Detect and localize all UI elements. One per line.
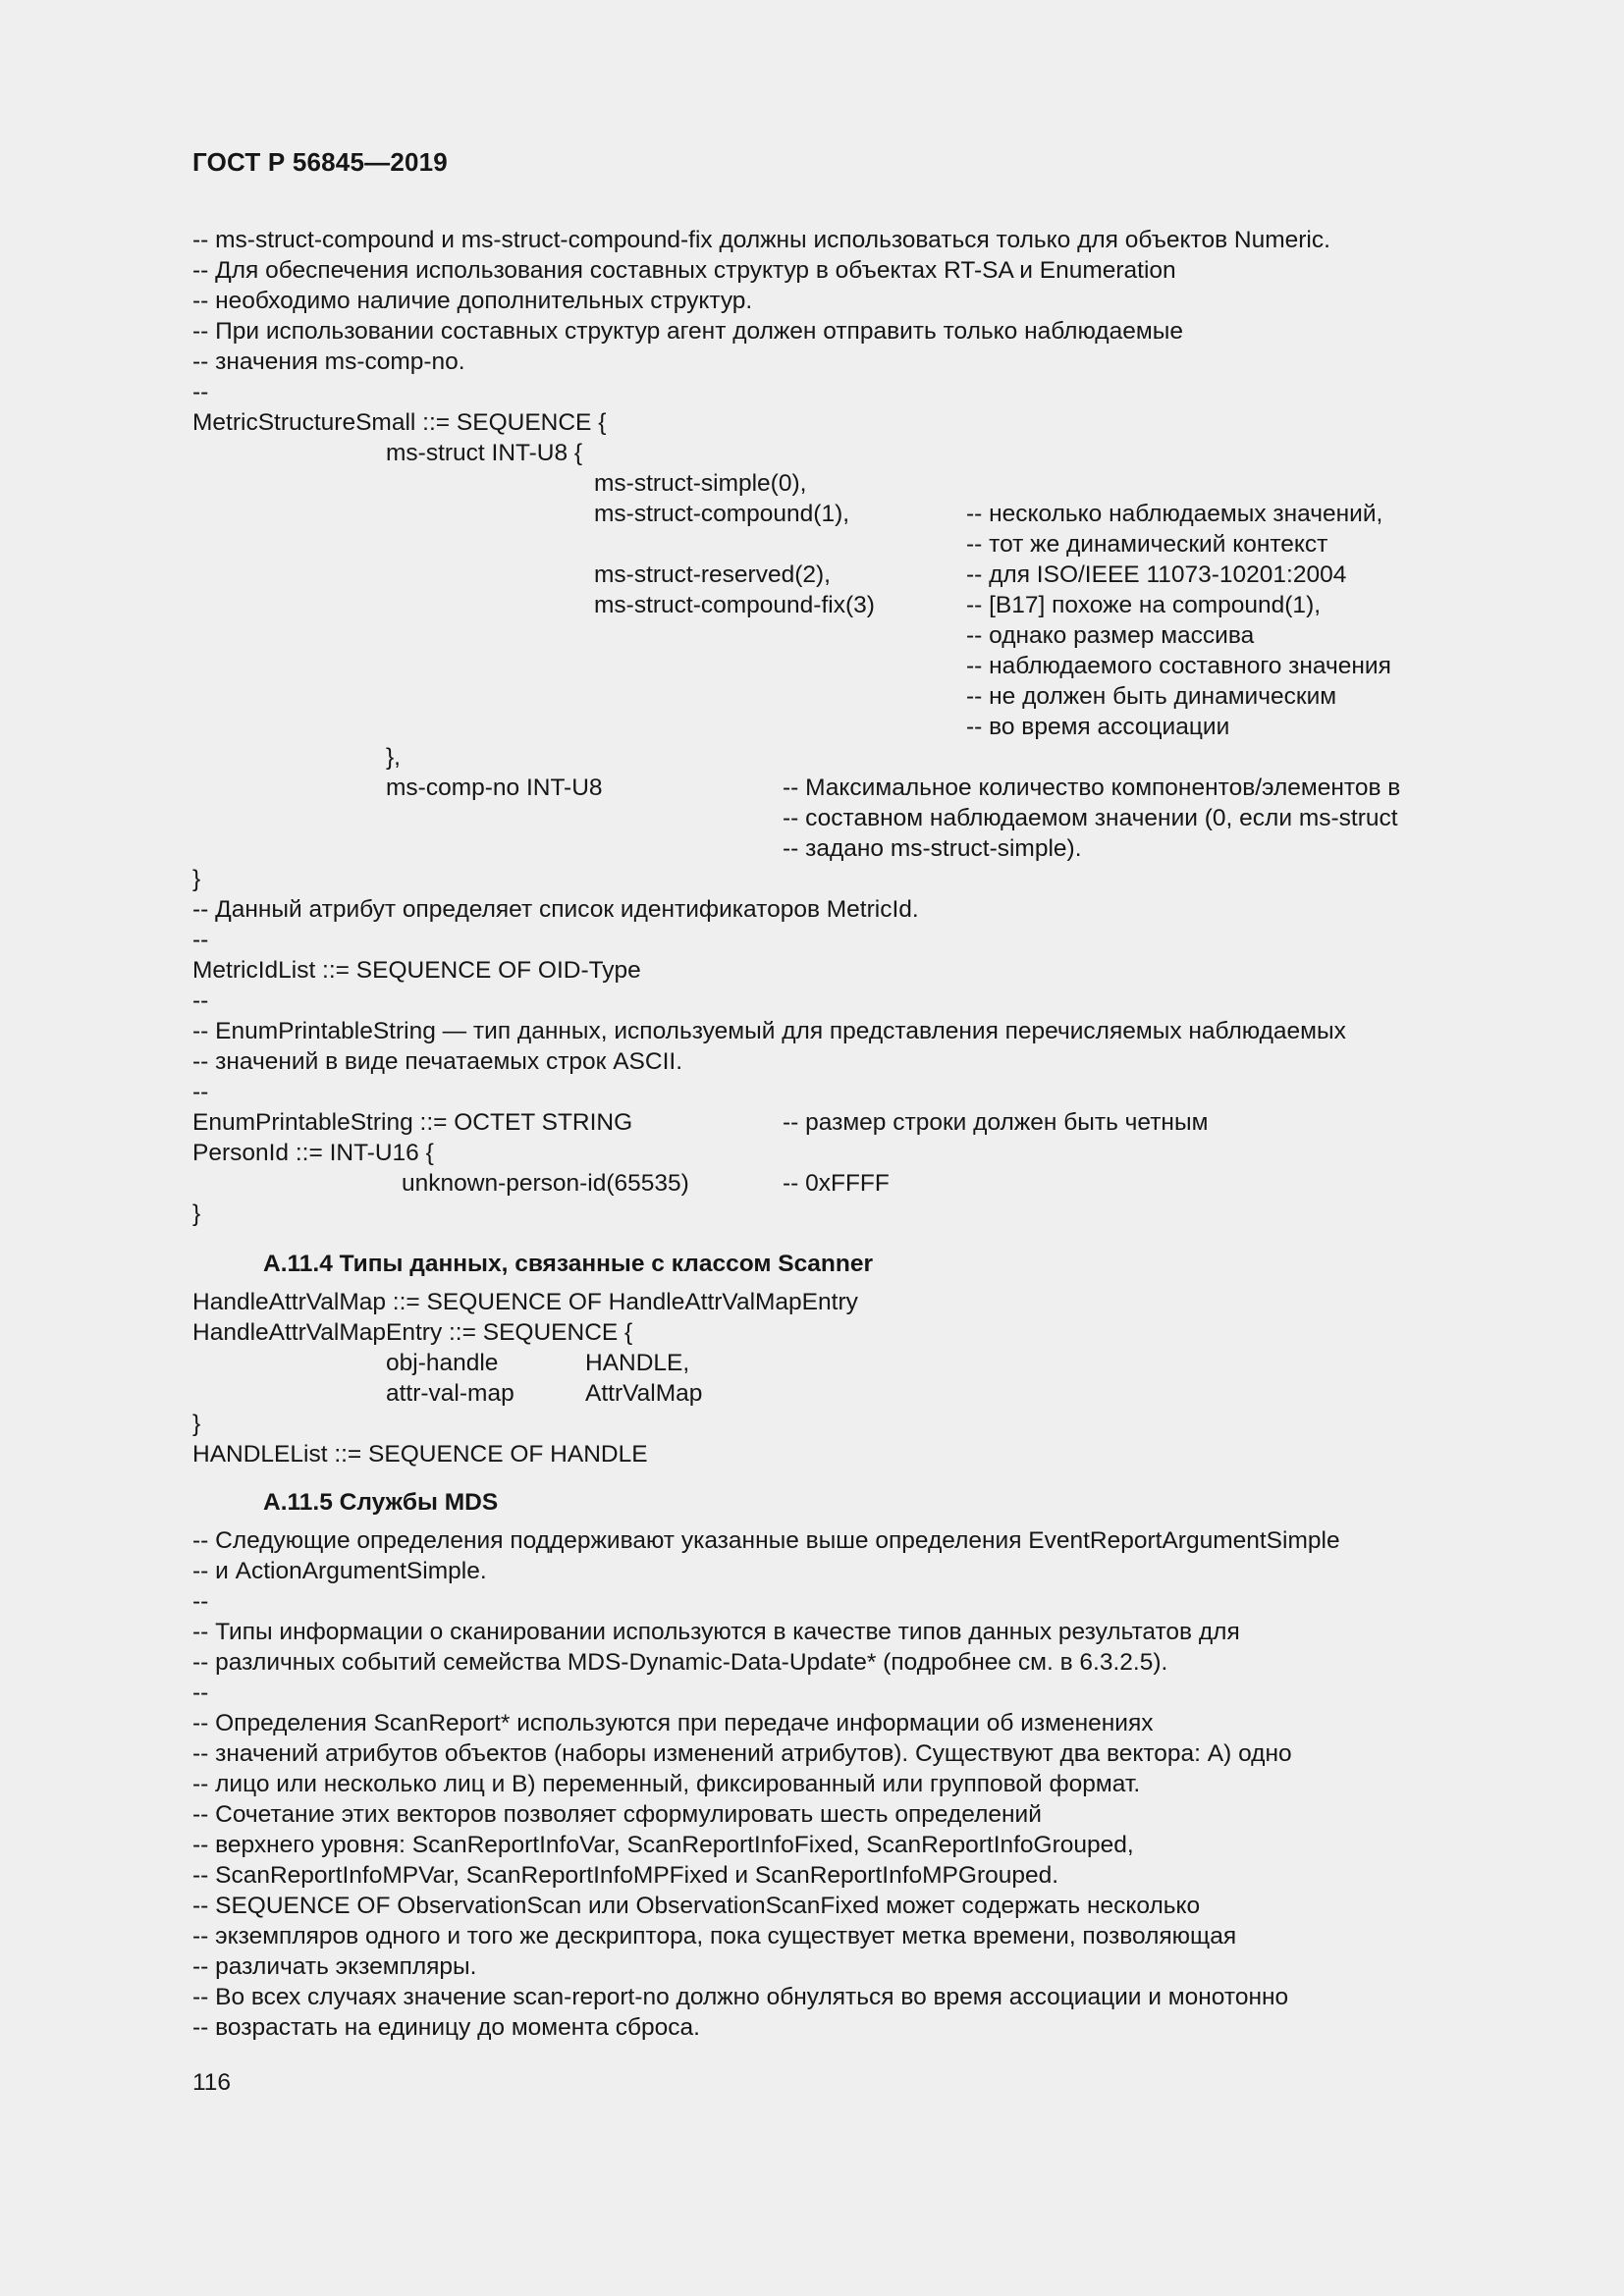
ms-struct-member-comment: -- однако размер массива [966, 622, 1255, 649]
code-comment-line: -- необходимо наличие дополнительных структур. [192, 288, 753, 314]
ms-comp-no-declaration: ms-comp-no INT-U8 [386, 774, 603, 801]
mds-comment-line: -- SEQUENCE OF ObservationScan или ObservationScanFixed может содержать несколько [192, 1893, 1201, 1919]
ms-struct-member-comment: -- [B17] похоже на compound(1), [966, 592, 1322, 618]
entry-close: } [192, 1411, 201, 1437]
ms-struct-member: ms-struct-reserved(2), [594, 561, 831, 588]
code-comment-line: -- ms-struct-compound и ms-struct-compound-fix должны использоваться только для объектов Numeric. [192, 227, 1330, 253]
mds-comment-line: -- лицо или несколько лиц и В) переменный, фиксированный или групповой формат. [192, 1771, 1141, 1797]
ms-struct-member-comment: -- наблюдаемого составного значения [966, 653, 1391, 679]
person-id-member: unknown-person-id(65535) [402, 1170, 689, 1197]
entry-field-name: obj-handle [386, 1350, 499, 1376]
ms-struct-inner-close: }, [386, 744, 401, 771]
ms-struct-member-comment: -- во время ассоциации [966, 714, 1230, 740]
ms-struct-member-comment: -- для ISO/IEEE 11073-10201:2004 [966, 561, 1347, 588]
ms-struct-member: ms-struct-compound-fix(3) [594, 592, 875, 618]
mds-comment-line: -- возрастать на единицу до момента сброса. [192, 2014, 700, 2041]
handle-list-declaration: HANDLEList ::= SEQUENCE OF HANDLE [192, 1441, 648, 1468]
comment-separator: -- [192, 988, 209, 1014]
ms-struct-member: ms-struct-simple(0), [594, 470, 807, 497]
ms-struct-member: ms-struct-compound(1), [594, 501, 850, 527]
person-id-member-comment: -- 0xFFFF [783, 1170, 890, 1197]
ms-comp-no-comment: -- задано ms-struct-simple). [783, 835, 1082, 862]
mds-comment-line: -- различных событий семейства MDS-Dynamic-Data-Update* (подробнее см. в 6.3.2.5). [192, 1649, 1168, 1676]
metric-structure-declaration: MetricStructureSmall ::= SEQUENCE { [192, 409, 607, 436]
ms-struct-declaration: ms-struct INT-U8 { [386, 440, 583, 466]
enum-printable-declaration: EnumPrintableString ::= OCTET STRING [192, 1109, 633, 1136]
handle-attr-val-map-declaration: HandleAttrValMap ::= SEQUENCE OF HandleAttrValMapEntry [192, 1289, 858, 1315]
code-comment-line: -- значения ms-comp-no. [192, 348, 465, 375]
mds-comment-line: -- Типы информации о сканировании используются в качестве типов данных результатов для [192, 1619, 1240, 1645]
mds-comment-line: -- верхнего уровня: ScanReportInfoVar, ScanReportInfoFixed, ScanReportInfoGrouped, [192, 1832, 1134, 1858]
ms-comp-no-comment: -- составном наблюдаемом значении (0, если ms-struct [783, 805, 1398, 831]
enum-printable-comment: -- значений в виде печатаемых строк ASCII. [192, 1048, 683, 1075]
entry-field-type: AttrValMap [585, 1380, 703, 1407]
enum-printable-declaration-comment: -- размер строки должен быть четным [783, 1109, 1209, 1136]
mds-comment-line: -- [192, 1680, 209, 1706]
enum-printable-comment: -- EnumPrintableString — тип данных, используемый для представления перечисляемых наблюдаемых [192, 1018, 1346, 1044]
mds-comment-line: -- значений атрибутов объектов (наборы изменений атрибутов). Существуют два вектора: А) одно [192, 1740, 1292, 1767]
entry-field-type: HANDLE, [585, 1350, 690, 1376]
mds-comment-line: -- различать экземпляры. [192, 1953, 477, 1980]
code-comment-line: -- [192, 379, 209, 405]
ms-struct-member-comment: -- несколько наблюдаемых значений, [966, 501, 1383, 527]
mds-comment-line: -- Во всех случаях значение scan-report-no должно обнуляться во время ассоциации и монотонно [192, 1984, 1289, 2010]
mds-comment-line: -- и ActionArgumentSimple. [192, 1558, 487, 1584]
comment-separator: -- [192, 1079, 209, 1105]
person-id-declaration: PersonId ::= INT-U16 { [192, 1140, 434, 1166]
handle-attr-val-map-entry-declaration: HandleAttrValMapEntry ::= SEQUENCE { [192, 1319, 633, 1346]
code-comment-line: -- При использовании составных структур агент должен отправить только наблюдаемые [192, 318, 1183, 345]
comment-separator: -- [192, 927, 209, 953]
entry-field-name: attr-val-map [386, 1380, 514, 1407]
document-header-title: ГОСТ Р 56845—2019 [192, 147, 448, 177]
section-heading-a115: А.11.5 Службы MDS [263, 1489, 499, 1516]
mds-comment-line: -- экземпляров одного и того же дескриптора, пока существует метка времени, позволяющая [192, 1923, 1237, 1949]
page-number: 116 [192, 2069, 232, 2096]
mds-comment-line: -- Сочетание этих векторов позволяет сформулировать шесть определений [192, 1801, 1042, 1828]
mds-comment-line: -- [192, 1588, 209, 1615]
ms-struct-member-comment: -- тот же динамический контекст [966, 531, 1328, 558]
section-heading-a114: А.11.4 Типы данных, связанные с классом Scanner [263, 1251, 873, 1277]
mds-comment-line: -- Следующие определения поддерживают указанные выше определения EventReportArgumentSimple [192, 1527, 1340, 1554]
mds-comment-line: -- Определения ScanReport* используются при передаче информации об изменениях [192, 1710, 1154, 1736]
metric-id-list-declaration: MetricIdList ::= SEQUENCE OF OID-Type [192, 957, 641, 984]
ms-struct-member-comment: -- не должен быть динамическим [966, 683, 1337, 710]
code-comment-line: -- Для обеспечения использования составных структур в объектах RT-SA и Enumeration [192, 257, 1176, 284]
mds-comment-line: -- ScanReportInfoMPVar, ScanReportInfoMPFixed и ScanReportInfoMPGrouped. [192, 1862, 1059, 1889]
metric-id-comment: -- Данный атрибут определяет список идентификаторов MetricId. [192, 896, 919, 923]
person-id-close: } [192, 1201, 201, 1227]
metric-structure-close: } [192, 866, 201, 892]
ms-comp-no-comment: -- Максимальное количество компонентов/элементов в [783, 774, 1401, 801]
